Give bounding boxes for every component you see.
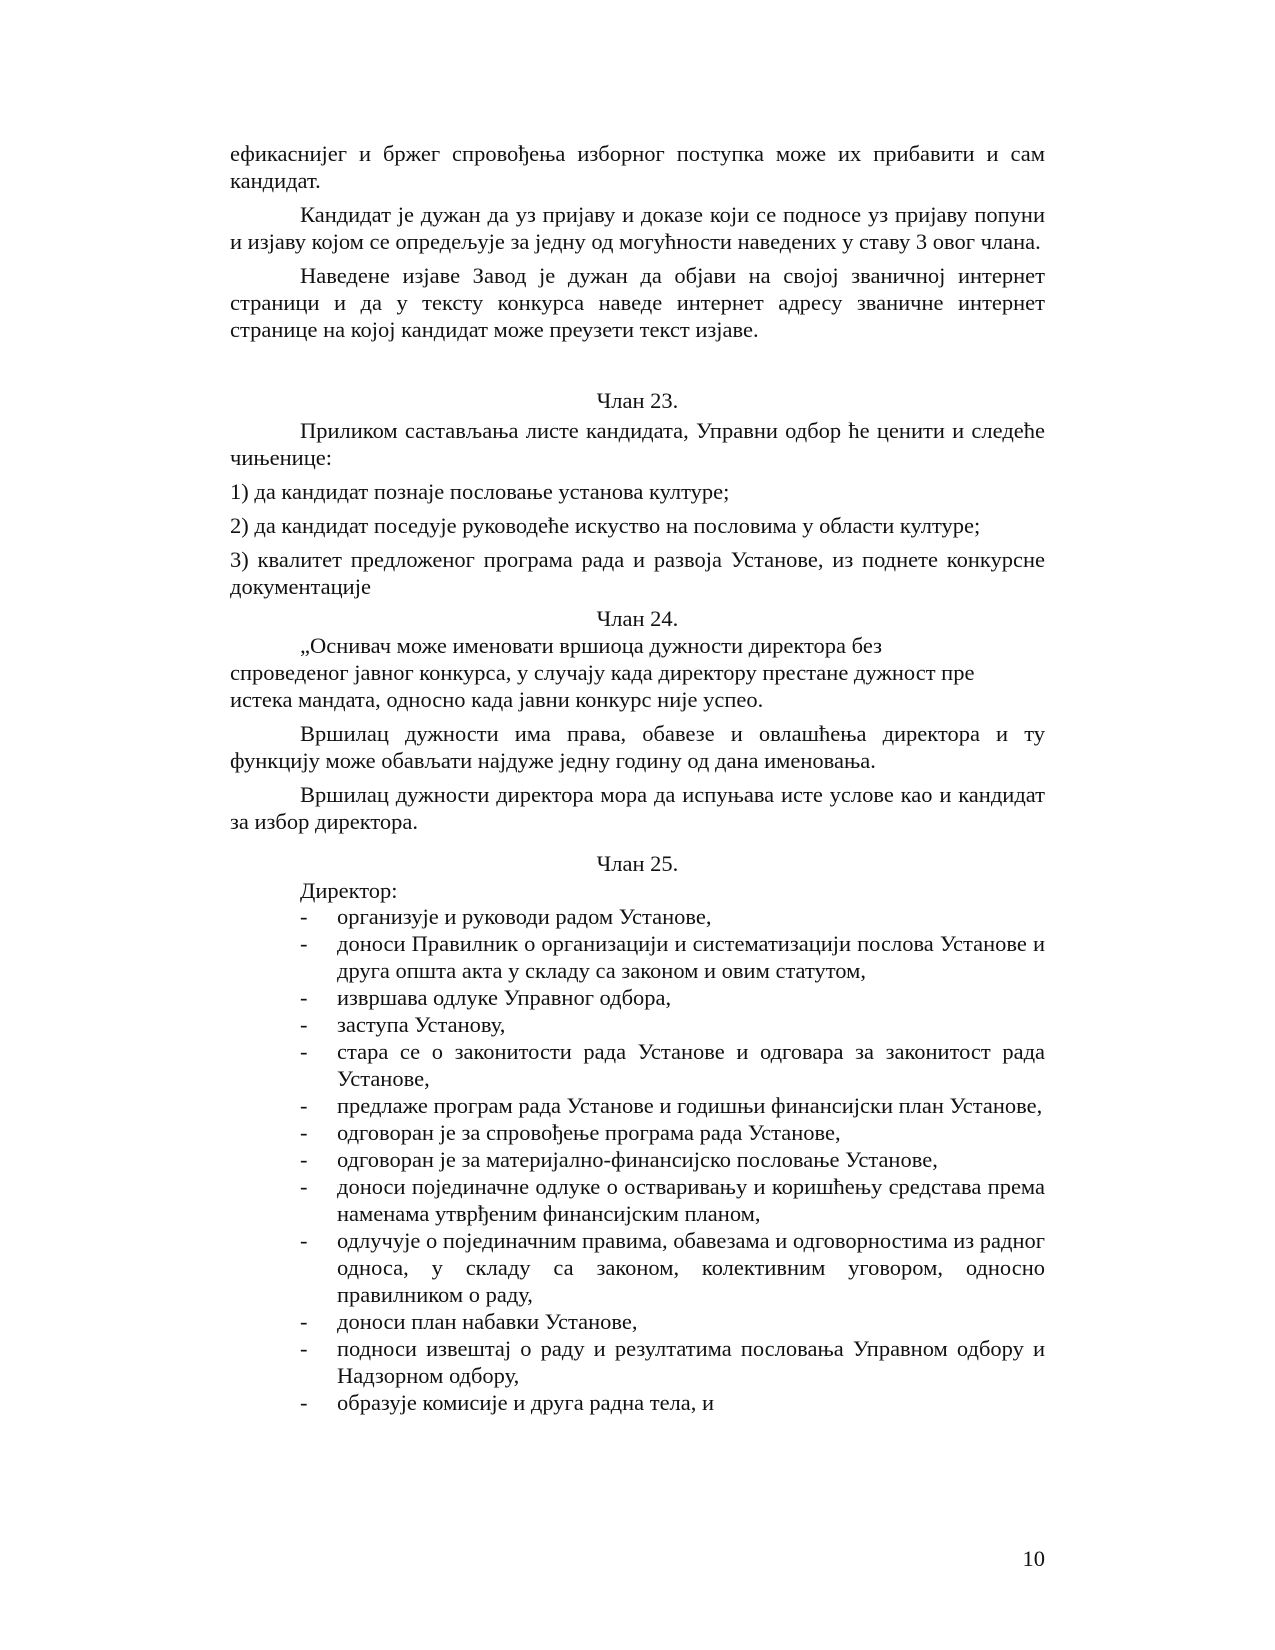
dash-bullet: - [300,985,308,1010]
page-number: 10 [1022,1546,1045,1571]
list-item: - заступа Установу, [300,1012,506,1037]
list-item: - одговоран је за материјално-финансијско пословање Установе, [300,1147,938,1172]
list-item: - подноси извештај о раду и резултатима пословања Управном одбору и Надзорном одбору, [300,1336,1045,1388]
list-item: - извршава одлуке Управног одбора, [300,985,672,1010]
article-24-paragraph-2: Вршилац дужности има права, обавезе и овлашћења директора и ту функцију може обављати најдуже једну годину од дана именовања. [230,721,1045,773]
article-24-line-3: истека мандата, односно када јавни конкурс није успео. [230,687,764,712]
list-item: - стара се о законитости рада Установе и одговара за законитост рада Установе, [300,1039,1045,1091]
article-24-line-1: „Оснивач може именовати вршиоца дужности директора без [300,633,882,658]
list-item: - доноси Правилник о организацији и систематизацији послова Установе и друга општа акта у складу са законом и овим статутом, [300,931,1045,983]
article-24-heading: Члан 24. [596,606,679,631]
dash-bullet: - [300,1120,308,1145]
list-item: - одлучује о појединачним правима, обавезама и одговорностима из радног односа, у складу са законом, колективним уговором, односно правилником о раду, [300,1228,1045,1307]
dash-bullet: - [300,904,308,929]
article-23-item-3: 3) квалитет предложеног програма рада и развоја Установе, из поднете конкурсне документације [230,547,1045,599]
article-25-intro: Директор: [300,878,398,903]
article-25-heading: Члан 25. [596,851,679,876]
article-23-heading: Члан 23. [596,388,679,413]
list-item: - образује комисије и друга радна тела, и [300,1390,715,1415]
paragraph-continuation: ефикаснијег и бржег спровођења изборног поступка може их прибавити и сам кандидат. [230,141,1045,193]
dash-bullet: - [300,931,308,956]
paragraph-publish-statements: Наведене изјаве Завод је дужан да објави на својој званичној интернет страници и да у тексту конкурса наведе интернет адресу званичне интернет странице на којој кандидат може преузети текст изјаве. [230,263,1045,342]
article-24-paragraph-3: Вршилац дужности директора мора да испуњава исте услове као и кандидат за избор директора. [230,782,1045,834]
director-duties-list [295,903,1045,1416]
list-item: - организује и руководи радом Установе, [300,904,712,929]
list-item: - одговоран је за спровођење програма рада Установе, [300,1120,841,1145]
article-23-body [230,417,1045,600]
dash-bullet: - [300,1228,308,1253]
article-24-body [230,632,1045,835]
article-23-item-1: 1) да кандидат познаје пословање установа културе; [230,479,730,504]
dash-bullet: - [300,1039,308,1064]
list-item: - доноси појединачне одлуке о остваривању и коришћењу средстава према наменама утврђеним финансијским планом, [300,1174,1045,1226]
dash-bullet: - [300,1309,308,1334]
article-23-intro: Приликом састављања листе кандидата, Управни одбор ће ценити и следеће чињенице: [230,418,1045,470]
dash-bullet: - [300,1336,308,1361]
dash-bullet: - [300,1012,308,1037]
paragraph-candidate-statement: Кандидат је дужан да уз пријаву и доказе који се подносе уз пријаву попуни и изјаву којом се опредељује за једну од могућности наведених у ставу 3 овог члана. [230,202,1045,254]
list-item: - предлаже програм рада Установе и годишњи финансијски план Установе, [300,1093,1043,1118]
dash-bullet: - [300,1174,308,1199]
dash-bullet: - [300,1147,308,1172]
dash-bullet: - [300,1093,308,1118]
list-item: - доноси план набавки Установе, [300,1309,638,1334]
top-section [230,140,1045,343]
article-24-line-2: спроведеног јавног конкурса, у случају када директору престане дужност пре [230,660,975,685]
dash-bullet: - [300,1390,308,1415]
article-23-item-2: 2) да кандидат поседује руководеће искуство на пословима у области културе; [230,513,981,538]
